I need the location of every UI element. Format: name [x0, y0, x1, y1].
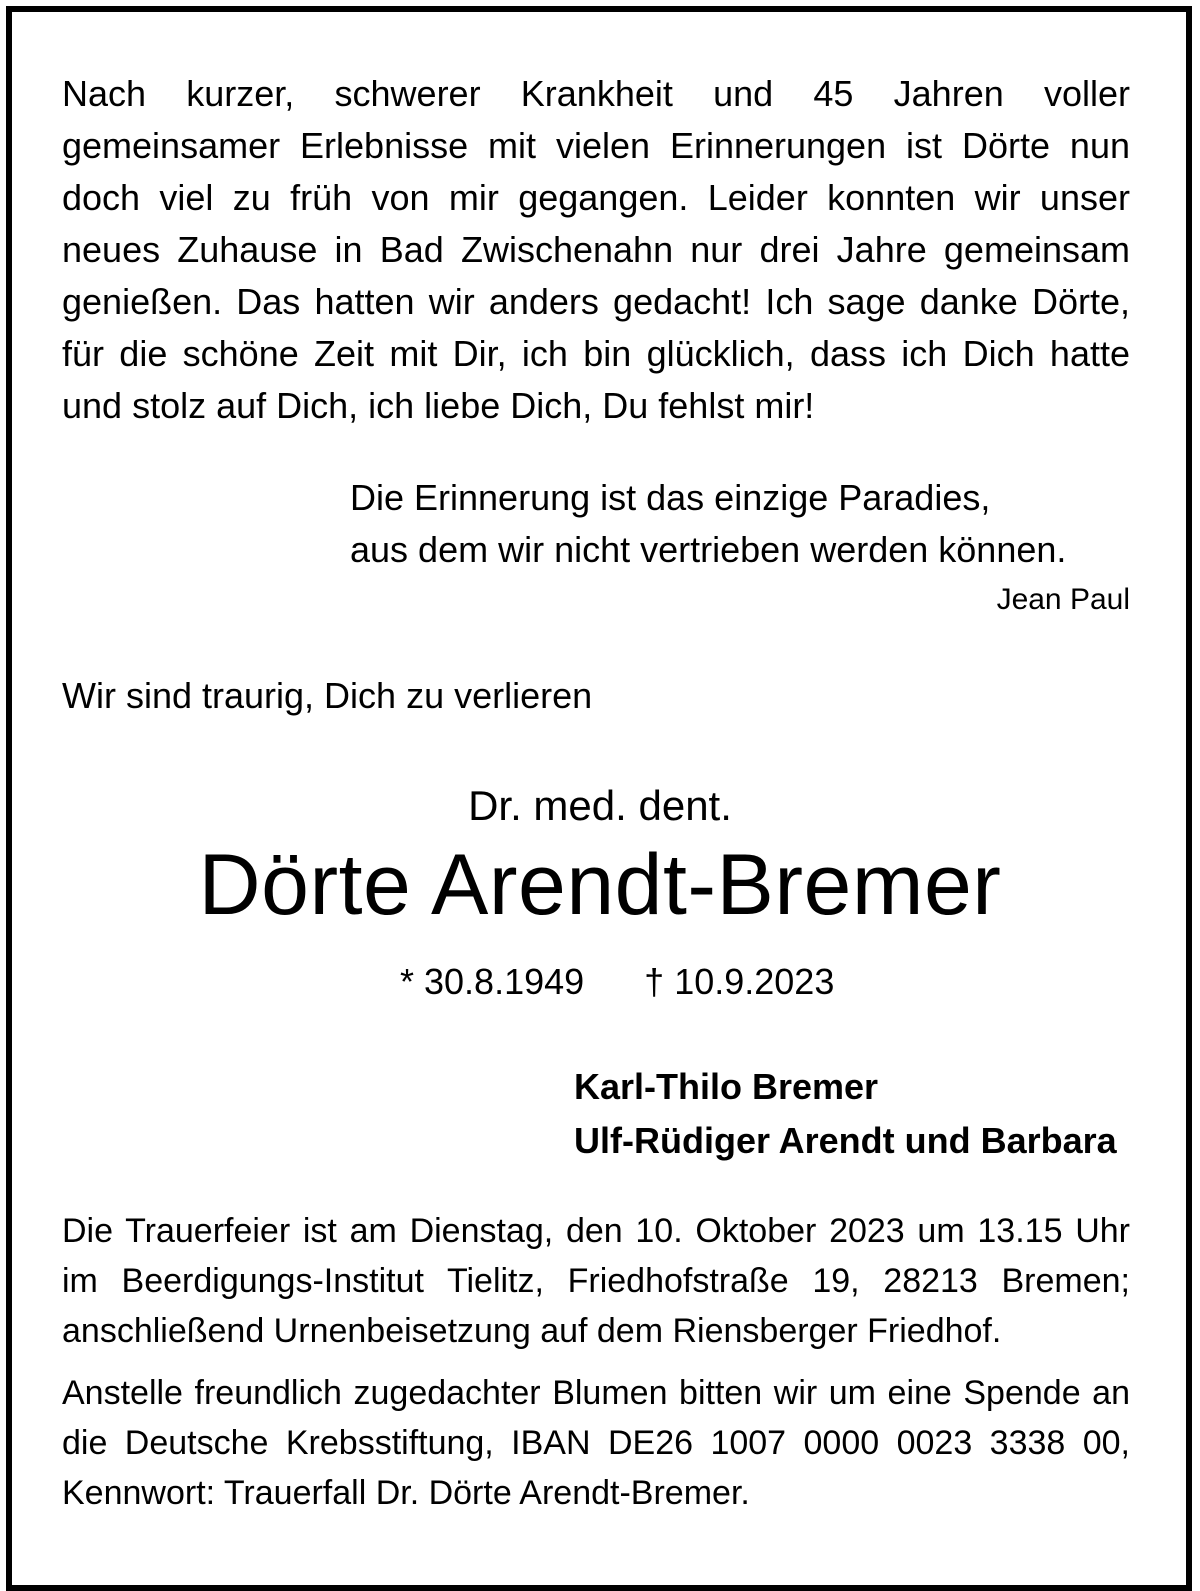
deceased-name: Dörte Arendt-Bremer	[198, 837, 1002, 933]
quote-line-2: aus dem wir nicht vertrieben werden können.	[350, 529, 1067, 570]
death-date: † 10.9.2023	[644, 961, 835, 1002]
funeral-info: Die Trauerfeier ist am Dienstag, den 10. Oktober 2023 um 13.15 Uhr im Beerdigungs-Institut Tielitz, Friedhofstraße 19, 28213 Bremen; anschließend Urnenbeisetzung auf dem Riensberger Friedhof.	[62, 1212, 1130, 1350]
academic-title: Dr. med. dent.	[468, 782, 732, 829]
mourner-name: Karl-Thilo Bremer	[574, 1066, 879, 1107]
mourner-name: Ulf-Rüdiger Arendt und Barbara	[574, 1120, 1117, 1161]
life-dates	[400, 958, 834, 1006]
mourners-list	[574, 1060, 1117, 1168]
memorial-quote	[62, 472, 1130, 622]
quote-line-1: Die Erinnerung ist das einzige Paradies,	[350, 477, 991, 518]
donation-info: Anstelle freundlich zugedachter Blumen bitten wir um eine Spende an die Deutsche Krebsstiftung, IBAN DE26 1007 0000 0023 3338 00, Kennwort: Trauerfall Dr. Dörte Arendt-Bremer.	[62, 1374, 1130, 1512]
birth-date: * 30.8.1949	[400, 961, 585, 1002]
intro-paragraph: Nach kurzer, schwerer Krankheit und 45 Jahren voller gemeinsamer Erlebnisse mit vielen Erinnerungen ist Dörte nun doch viel zu früh von mir gegangen. Leider konnten wir unser neues Zuhause in Bad Zwischenahn nur drei Jahre gemeinsam genießen. Das hatten wir anders gedacht! Ich sage danke Dörte, für die schöne Zeit mit Dir, ich bin glücklich, dass ich Dich hatte und stolz auf Dich, ich liebe Dich, Du fehlst mir!	[62, 73, 1130, 426]
sad-line: Wir sind traurig, Dich zu verlieren	[62, 675, 593, 716]
quote-author: Jean Paul	[996, 583, 1130, 616]
